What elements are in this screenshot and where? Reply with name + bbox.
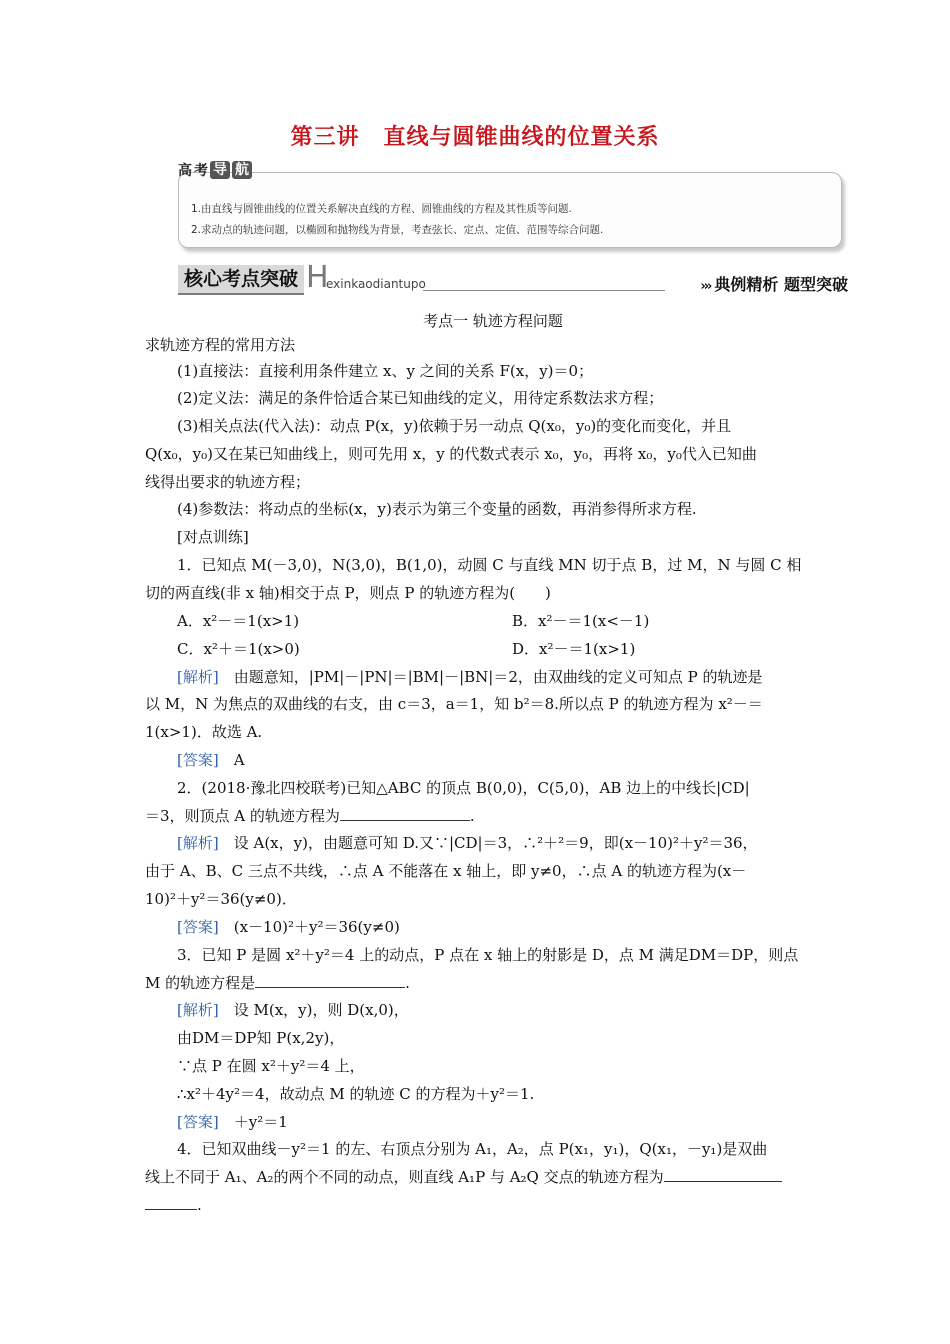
exam-guide-box xyxy=(178,172,842,248)
core-points-banner xyxy=(178,260,848,295)
solution-tag: [解析] xyxy=(177,834,219,852)
banner-subtitle: ››› 典例精析 题型突破 xyxy=(700,275,848,294)
solution-1: [解析] 由题意知，|PM|－|PN|＝|BM|－|BN|＝2，由双曲线的定义可知点 P 的轨迹是 xyxy=(177,668,763,686)
option-b: B．x²－＝1(x<－1) xyxy=(512,612,650,630)
practice-label: [对点训练] xyxy=(177,528,249,546)
solution-2-cont: 10)²＋y²＝36(y≠0)． xyxy=(145,890,297,908)
question-4-cont: 线上不同于 A₁、A₂的两个不同的动点，则直线 A₁P 与 A₂Q 交点的轨迹方程为 xyxy=(145,1167,805,1187)
option-c: C．x²＋＝1(x>0) xyxy=(177,640,300,658)
exam-guide-label: 高 考 导 航 xyxy=(178,160,252,180)
banner-pinyin: exinkaodiantupo xyxy=(326,277,426,291)
answer-tag: [答案] xyxy=(177,918,219,936)
section-heading: 考点一 轨迹方程问题 xyxy=(423,312,563,330)
text-line: 求轨迹方程的常用方法 xyxy=(145,336,296,354)
solution-tag: [解析] xyxy=(177,668,219,686)
solution-1-cont: 以 M，N 为焦点的双曲线的右支，由 c＝3，a＝1，知 b²＝8.所以点 P 的轨迹方程为 x²－＝ xyxy=(145,695,763,713)
solution-3-cont: ∴x²＋4y²＝4，故动点 M 的轨迹 C 的方程为＋y²＝1. xyxy=(177,1085,535,1103)
answer-2: [答案] (x－10)²＋y²＝36(y≠0) xyxy=(177,918,400,936)
answer-blank xyxy=(340,806,470,821)
solution-1-cont: 1(x>1)．故选 A. xyxy=(145,723,263,741)
solution-3-cont: 由DM＝DP知 P(x,2y)， xyxy=(177,1029,345,1047)
solution-3-cont: ∵点 P 在圆 x²＋y²＝4 上， xyxy=(177,1057,365,1075)
text-line: (3)相关点法(代入法)：动点 P(x，y)依赖于另一动点 Q(x₀，y₀)的变化而变化，并且 xyxy=(177,417,732,435)
banner-big-h: H xyxy=(306,260,329,295)
guide-line-2: 2.求动点的轨迹问题，以椭圆和抛物线为背景，考查弦长、定点、定值、范围等综合问题. xyxy=(191,224,604,236)
text-line: (4)参数法：将动点的坐标(x，y)表示为第三个变量的函数，再消参得所求方程. xyxy=(177,500,697,518)
guide-line-1: 1.由直线与圆锥曲线的位置关系解决直线的方程、圆锥曲线的方程及其性质等问题. xyxy=(191,203,572,215)
solution-3: [解析] 设 M(x，y)，则 D(x,0)， xyxy=(177,1001,409,1019)
question-1-cont: 切的两直线(非 x 轴)相交于点 P，则点 P 的轨迹方程为( ) xyxy=(145,584,551,602)
text-line: (1)直接法：直接利用条件建立 x、y 之间的关系 F(x，y)＝0； xyxy=(177,362,594,380)
question-3: 3．已知 P 是圆 x²＋y²＝4 上的动点，P 点在 x 轴上的射影是 D，点 M 满足DM＝DP，则点 xyxy=(177,946,799,964)
chevrons-icon: ››› xyxy=(700,279,711,294)
question-4: 4．已知双曲线－y²＝1 的左、右顶点分别为 A₁，A₂，点 P(x₁，y₁)，Q(x₁，－y₁)是双曲 xyxy=(177,1140,768,1158)
text-line: (2)定义法：满足的条件恰适合某已知曲线的定义，用待定系数法求方程； xyxy=(177,389,664,407)
lecture-number: 第三讲 xyxy=(290,125,360,150)
text-line: Q(x₀，y₀)又在某已知曲线上，则可先用 x，y 的代数式表示 x₀，y₀，再将 x₀，y₀代入已知曲 xyxy=(145,445,757,463)
lecture-topic: 直线与圆锥曲线的位置关系 xyxy=(383,125,660,150)
option-d: D．x²－＝1(x>1) xyxy=(512,640,636,658)
question-2: 2．(2018·豫北四校联考)已知△ABC 的顶点 B(0,0)，C(5,0)，AB 边上的中线长|CD| xyxy=(177,779,750,797)
answer-3: [答案] ＋y²＝1 xyxy=(177,1113,288,1131)
answer-blank xyxy=(145,1195,197,1210)
question-3-cont: M 的轨迹方程是 . xyxy=(145,974,410,992)
question-2-cont: ＝3，则顶点 A 的轨迹方程为 . xyxy=(145,807,475,825)
question-1: 1．已知点 M(－3,0)，N(3,0)，B(1,0)，动圆 C 与直线 MN 切于点 B，过 M，N 与圆 C 相 xyxy=(177,556,802,574)
answer-blank xyxy=(664,1167,782,1182)
answer-blank xyxy=(255,973,405,988)
page-title xyxy=(0,120,950,151)
answer-tag: [答案] xyxy=(177,1113,219,1131)
answer-tag: [答案] xyxy=(177,751,219,769)
solution-tag: [解析] xyxy=(177,1001,219,1019)
option-a: A．x²－＝1(x>1) xyxy=(177,612,300,630)
banner-rule xyxy=(423,290,665,291)
text-line: 线得出要求的轨迹方程； xyxy=(145,473,311,491)
solution-2: [解析] 设 A(x，y)，由题意可知 D.又∵|CD|＝3，∴²＋²＝9，即(x－10)²＋y²＝36， xyxy=(177,834,758,852)
answer-1: [答案] A xyxy=(177,751,245,769)
banner-title: 核心考点突破 xyxy=(178,265,304,295)
solution-2-cont: 由于 A、B、C 三点不共线，∴点 A 不能落在 x 轴上，即 y≠0，∴点 A 的轨迹方程为(x－ xyxy=(145,862,747,880)
question-4-cont: . xyxy=(145,1195,805,1215)
